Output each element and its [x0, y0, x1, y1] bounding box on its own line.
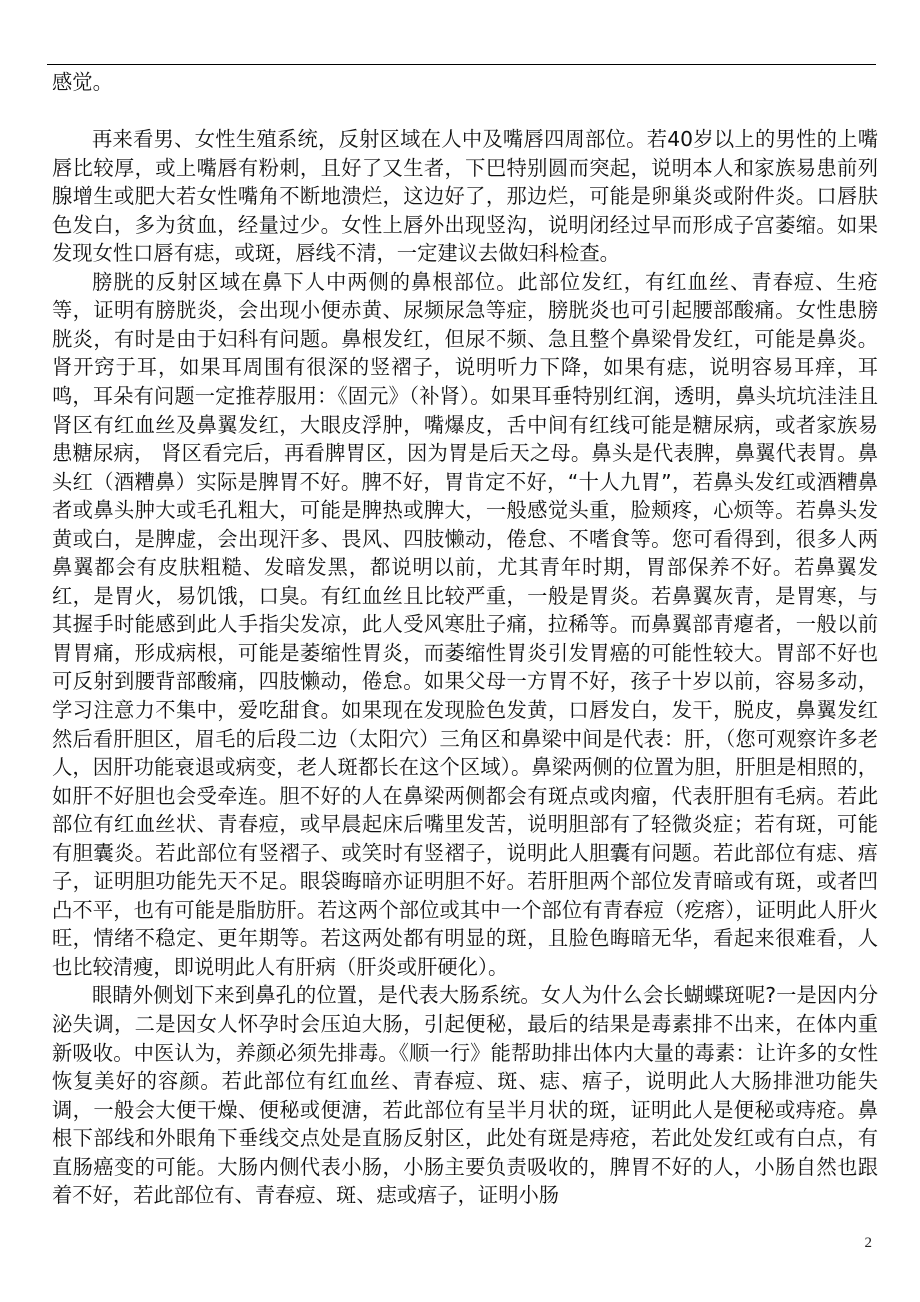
paragraph-1: 感觉。 [52, 70, 113, 94]
paragraph-2: 再来看男、女性生殖系统，反射区域在人中及嘴唇四周部位。若40岁以上的男性的上嘴唇比较厚，或上嘴唇有粉刺，且好了又生者，下巴特别圆而突起，说明本人和家族易患前列腺增生或肥大若女性嘴角不断地溃烂，这边好了，那边烂，可能是卵巢炎或附件炎。口唇肤色发白，多为贫血，经量过少。女性上唇外出现竖沟，说明闭经过早而形成子宫萎缩。如果发现女性口唇有痣，或斑，唇线不清，一定建议去做妇科检查。 [52, 127, 878, 266]
header-rule [47, 64, 876, 65]
body-text [52, 68, 878, 1210]
paragraph-3: 膀胱的反射区域在鼻下人中两侧的鼻根部位。此部位发红，有红血丝、青春痘、生疮等，证明有膀胱炎，会出现小便赤黄、尿频尿急等症，膀胱炎也可引起腰部酸痛。女性患膀胱炎，有时是由于妇科有问题。鼻根发红，但尿不频、急且整个鼻梁骨发红，可能是鼻炎。 肾开窍于耳，如果耳周围有很深的竖褶子，说明听力下降，如果有痣，说明容易耳痒，耳鸣，耳朵有问题一定推荐服用：《固元》（补肾）。如果耳垂特别红润，透明，鼻头坑坑洼洼且肾区有红血丝及鼻翼发红，大眼皮浮肿，嘴爆皮，舌中间有红线可能是糖尿病，或者家族易患糖尿病， 肾区看完后，再看脾胃区，因为胃是后天之母。鼻头是代表脾，鼻翼代表胃。鼻头红（酒糟鼻）实际是脾胃不好。脾不好，胃肯定不好，“十人九胃”，若鼻头发红或酒糟鼻者或鼻头肿大或毛孔粗大，可能是脾热或脾大，一般感觉头重，脸颊疼，心烦等。若鼻头发黄或白，是脾虚，会出现汗多、畏风、四肢懒动，倦怠、不嗜食等。您可看得到，很多人两鼻翼都会有皮肤粗糙、发暗发黑，都说明以前，尤其青年时期，胃部保养不好。若鼻翼发红，是胃火，易饥饿，口臭。有红血丝且比较严重，一般是胃炎。若鼻翼灰青，是胃寒，与其握手时能感到此人手指尖发凉，此人受风寒肚子痛，拉稀等。而鼻翼部青瘪者，一般以前胃胃痛，形成病根，可能是萎缩性胃炎，而萎缩性胃炎引发胃癌的可能性较大。胃部不好也可反射到腰背部酸痛，四肢懒动，倦怠。如果父母一方胃不好，孩子十岁以前，容易多动，学习注意力不集中，爱吃甜食。如果现在发现脸色发黄，口唇发白，发干，脱皮，鼻翼发红 然后看肝胆区，眉毛的后段二边（太阳穴）三角区和鼻梁中间是代表：肝，（您可观察许多老人，因肝功能衰退或病变，老人斑都长在这个区域）。鼻梁两侧的位置为胆，肝胆是相照的，如肝不好胆也会受牵连。胆不好的人在鼻梁两侧都会有斑点或肉瘤，代表肝胆有毛病。若此部位有红血丝状、青春痘，或早晨起床后嘴里发苦，说明胆部有了轻微炎症；若有斑，可能有胆囊炎。若此部位有竖褶子、或笑时有竖褶子，说明此人胆囊有问题。若此部位有痣、痦子，证明胆功能先天不足。眼袋晦暗亦证明胆不好。若肝胆两个部位发青暗或有斑，或者凹凸不平，也有可能是脂肪肝。若这两个部位或其中一个部位有青春痘（疙瘩），证明此人肝火旺，情绪不稳定、更年期等。若这两处都有明显的斑，且脸色晦暗无华，看起来很难看，人也比较清瘦，即说明此人有肝病（肝炎或肝硬化）。 [52, 269, 878, 979]
page-number: 2 [864, 1235, 872, 1251]
paragraph-4: 眼睛外侧划下来到鼻孔的位置，是代表大肠系统。女人为什么会长蝴蝶斑呢?一是因内分泌失调，二是因女人怀孕时会压迫大肠，引起便秘，最后的结果是毒素排不出来，在体内重新吸收。中医认为，养颜必须先排毒。《顺一行》能帮助排出体内大量的毒素：让许多的女性恢复美好的容颜。若此部位有红血丝、青春痘、斑、痣、痦子，说明此人大肠排泄功能失调，一般会大便干燥、便秘或便溏，若此部位有呈半月状的斑，证明此人是便秘或痔疮。鼻根下部线和外眼角下垂线交点处是直肠反射区，此处有斑是痔疮，若此处发红或有白点，有直肠癌变的可能。大肠内侧代表小肠，小肠主要负责吸收的，脾胃不好的人，小肠自然也跟着不好，若此部位有、青春痘、斑、痣或痦子，证明小肠 [52, 983, 878, 1208]
